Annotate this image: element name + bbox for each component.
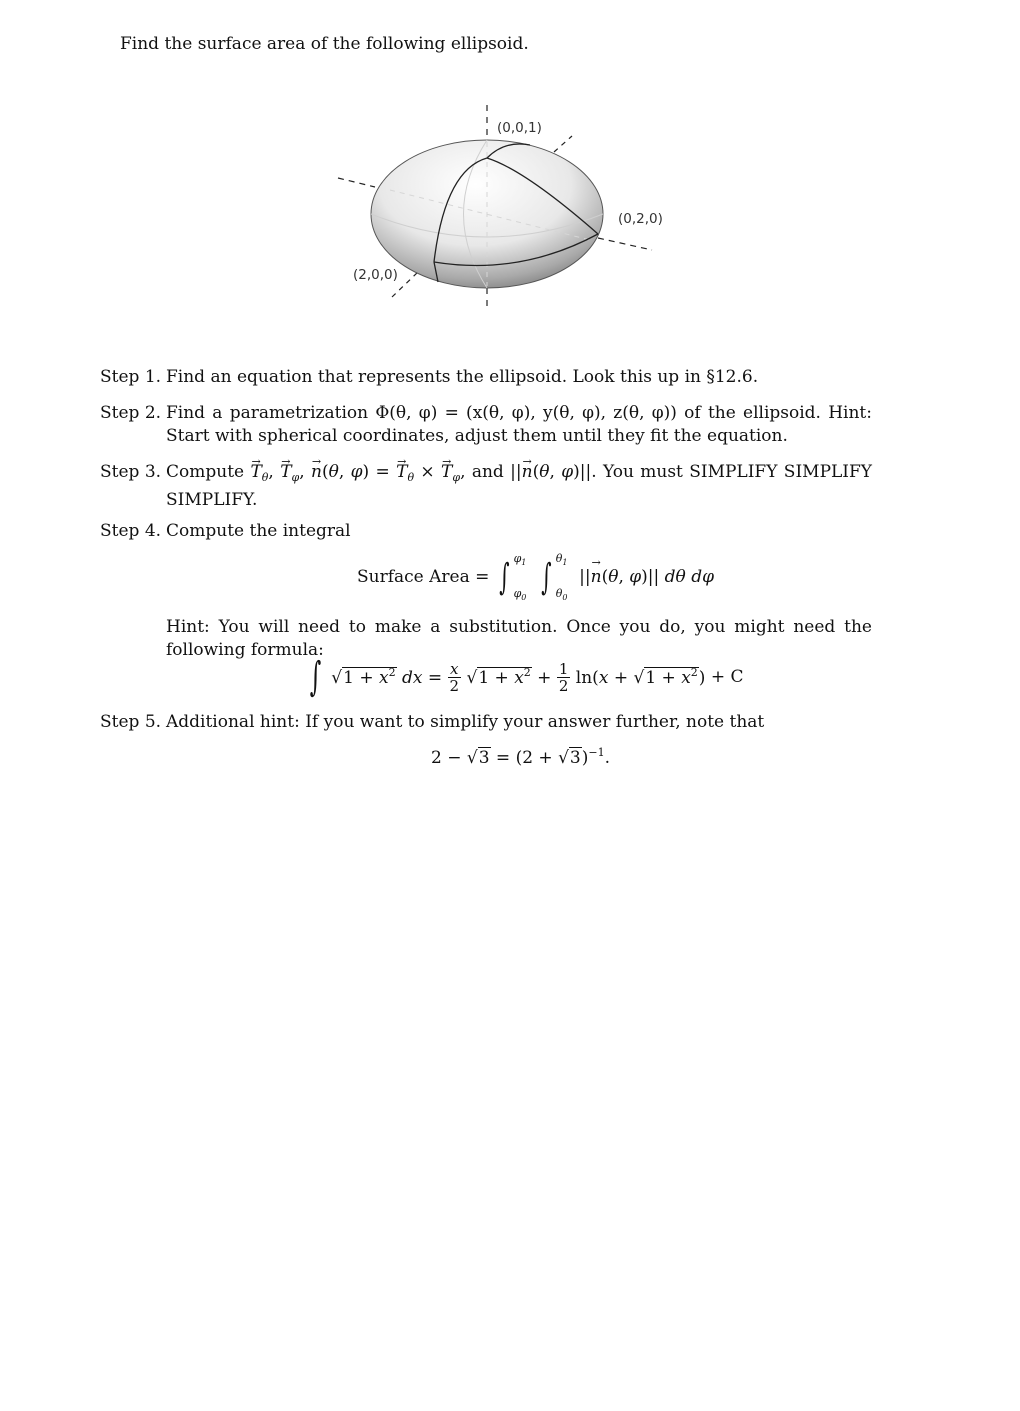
step-1-number: Step 1. <box>100 367 162 387</box>
step-1 <box>100 366 872 389</box>
label-left: (2,0,0) <box>353 267 398 283</box>
step-2 <box>100 402 872 448</box>
step-5-text: Additional hint: If you want to simplify your answer further, note that <box>166 712 765 732</box>
integral-label: Surface Area = <box>357 567 490 587</box>
step-5 <box>100 711 872 734</box>
step-4-number: Step 4. <box>100 521 162 541</box>
step-2-number: Step 2. <box>100 403 162 423</box>
integral-formula: ∫ $√1 + x^2$ dx = $\frac{x}{2}$ $√1 + x^2$ + $\frac{1}{2}$ $\ln(x + √1 + x^2) + C$ <box>309 654 744 700</box>
step-4 <box>100 520 872 543</box>
step-4-text: Compute the integral <box>166 521 351 541</box>
step-5-number: Step 5. <box>100 712 162 732</box>
step-3: Step 3. Compute → $T_\theta$, → $T_\varphi$, → n(θ, φ) = → $T_\theta$ × → $T_\varphi$, and ||→ n(θ, φ)||. You must SIMPLIFY SIMPLIFY SIMPLIFY. <box>100 461 872 512</box>
step-3-text-a: Compute <box>166 462 245 482</box>
step-1-text: Find an equation that represents the ellipsoid. Look this up in §12.6. <box>166 367 759 387</box>
step-4-hint: Hint: You will need to make a substitution. Once you do, you might need the following formula: <box>166 617 872 660</box>
step-2-text-a: Find a parametrization Φ(θ, φ) = (x(θ, φ), y(θ, φ), z(θ, φ)) of the ellipsoid. <box>166 403 821 423</box>
label-top: (0,0,1) <box>497 120 542 136</box>
sqrt-identity: $2 - √3 = (2 + √3)^{-1}$. <box>431 746 611 768</box>
step-3-text-c: You must SIMPLIFY SIMPLIFY SIMPLIFY. <box>166 462 873 510</box>
surface-area-integral: Surface Area = ∫ $\varphi_1$ $\varphi_0$ ∫ $\theta_1$ $\theta_0$ ||→ n(θ, φ)|| dθ dφ <box>357 552 714 602</box>
formula-constant: + C <box>710 667 744 687</box>
label-right: (0,2,0) <box>618 211 663 227</box>
ellipsoid-figure <box>330 100 670 320</box>
step-3-number: Step 3. <box>100 462 162 482</box>
step-2-text-b: Hint: Start with spherical coordinates, adjust them until they fit the equation. <box>166 403 872 446</box>
intro-text: Find the surface area of the following ellipsoid. <box>120 34 529 54</box>
step-3-text-b: and <box>471 462 504 482</box>
